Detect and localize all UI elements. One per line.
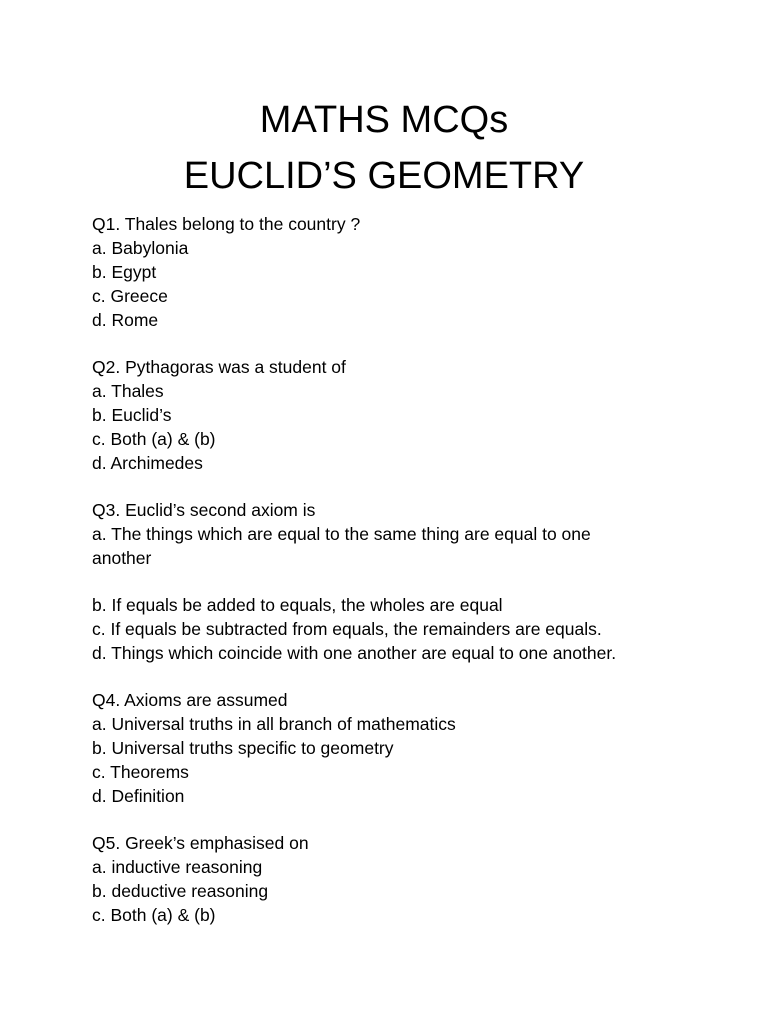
document-title <box>0 92 768 204</box>
option-text: d. Rome <box>92 310 159 330</box>
option-text: b. deductive reasoning <box>92 881 269 901</box>
option-text: c. Both (a) & (b) <box>92 429 216 449</box>
question-block <box>92 355 692 475</box>
option-text: b. Egypt <box>92 262 157 282</box>
question-block <box>92 831 692 927</box>
question-text: Q1. Thales belong to the country ? <box>92 214 361 234</box>
title-line-1: MATHS MCQs <box>259 99 509 141</box>
question-text: Q2. Pythagoras was a student of <box>92 357 346 377</box>
option-text: a. Universal truths in all branch of mathematics <box>92 714 456 734</box>
question-text: Q3. Euclid’s second axiom is <box>92 500 316 520</box>
question-block <box>92 688 692 808</box>
option-text: d. Things which coincide with one another are equal to one another. <box>92 643 617 663</box>
option-text: c. Both (a) & (b) <box>92 905 216 925</box>
spacer <box>92 808 692 831</box>
option-text: b. Universal truths specific to geometry <box>92 738 394 758</box>
option-text: d. Definition <box>92 786 185 806</box>
spacer <box>92 570 692 593</box>
question-list <box>92 212 692 927</box>
option-text: c. If equals be subtracted from equals, the remainders are equals. <box>92 619 602 639</box>
option-text: b. Euclid’s <box>92 405 172 425</box>
question-text: Q5. Greek’s emphasised on <box>92 833 309 853</box>
question-block <box>92 498 692 665</box>
option-text: c. Greece <box>92 286 168 306</box>
option-text: a. Babylonia <box>92 238 189 258</box>
option-text: a. inductive reasoning <box>92 857 263 877</box>
option-text: a. The things which are equal to the same thing are equal to one another <box>92 524 591 568</box>
option-text: c. Theorems <box>92 762 189 782</box>
question-block <box>92 212 692 332</box>
option-text: a. Thales <box>92 381 164 401</box>
title-line-2: EUCLID’S GEOMETRY <box>183 155 585 197</box>
spacer <box>92 332 692 355</box>
option-text: d. Archimedes <box>92 453 203 473</box>
spacer <box>92 665 692 688</box>
question-text: Q4. Axioms are assumed <box>92 690 288 710</box>
option-text: b. If equals be added to equals, the wholes are equal <box>92 595 503 615</box>
spacer <box>92 475 692 498</box>
